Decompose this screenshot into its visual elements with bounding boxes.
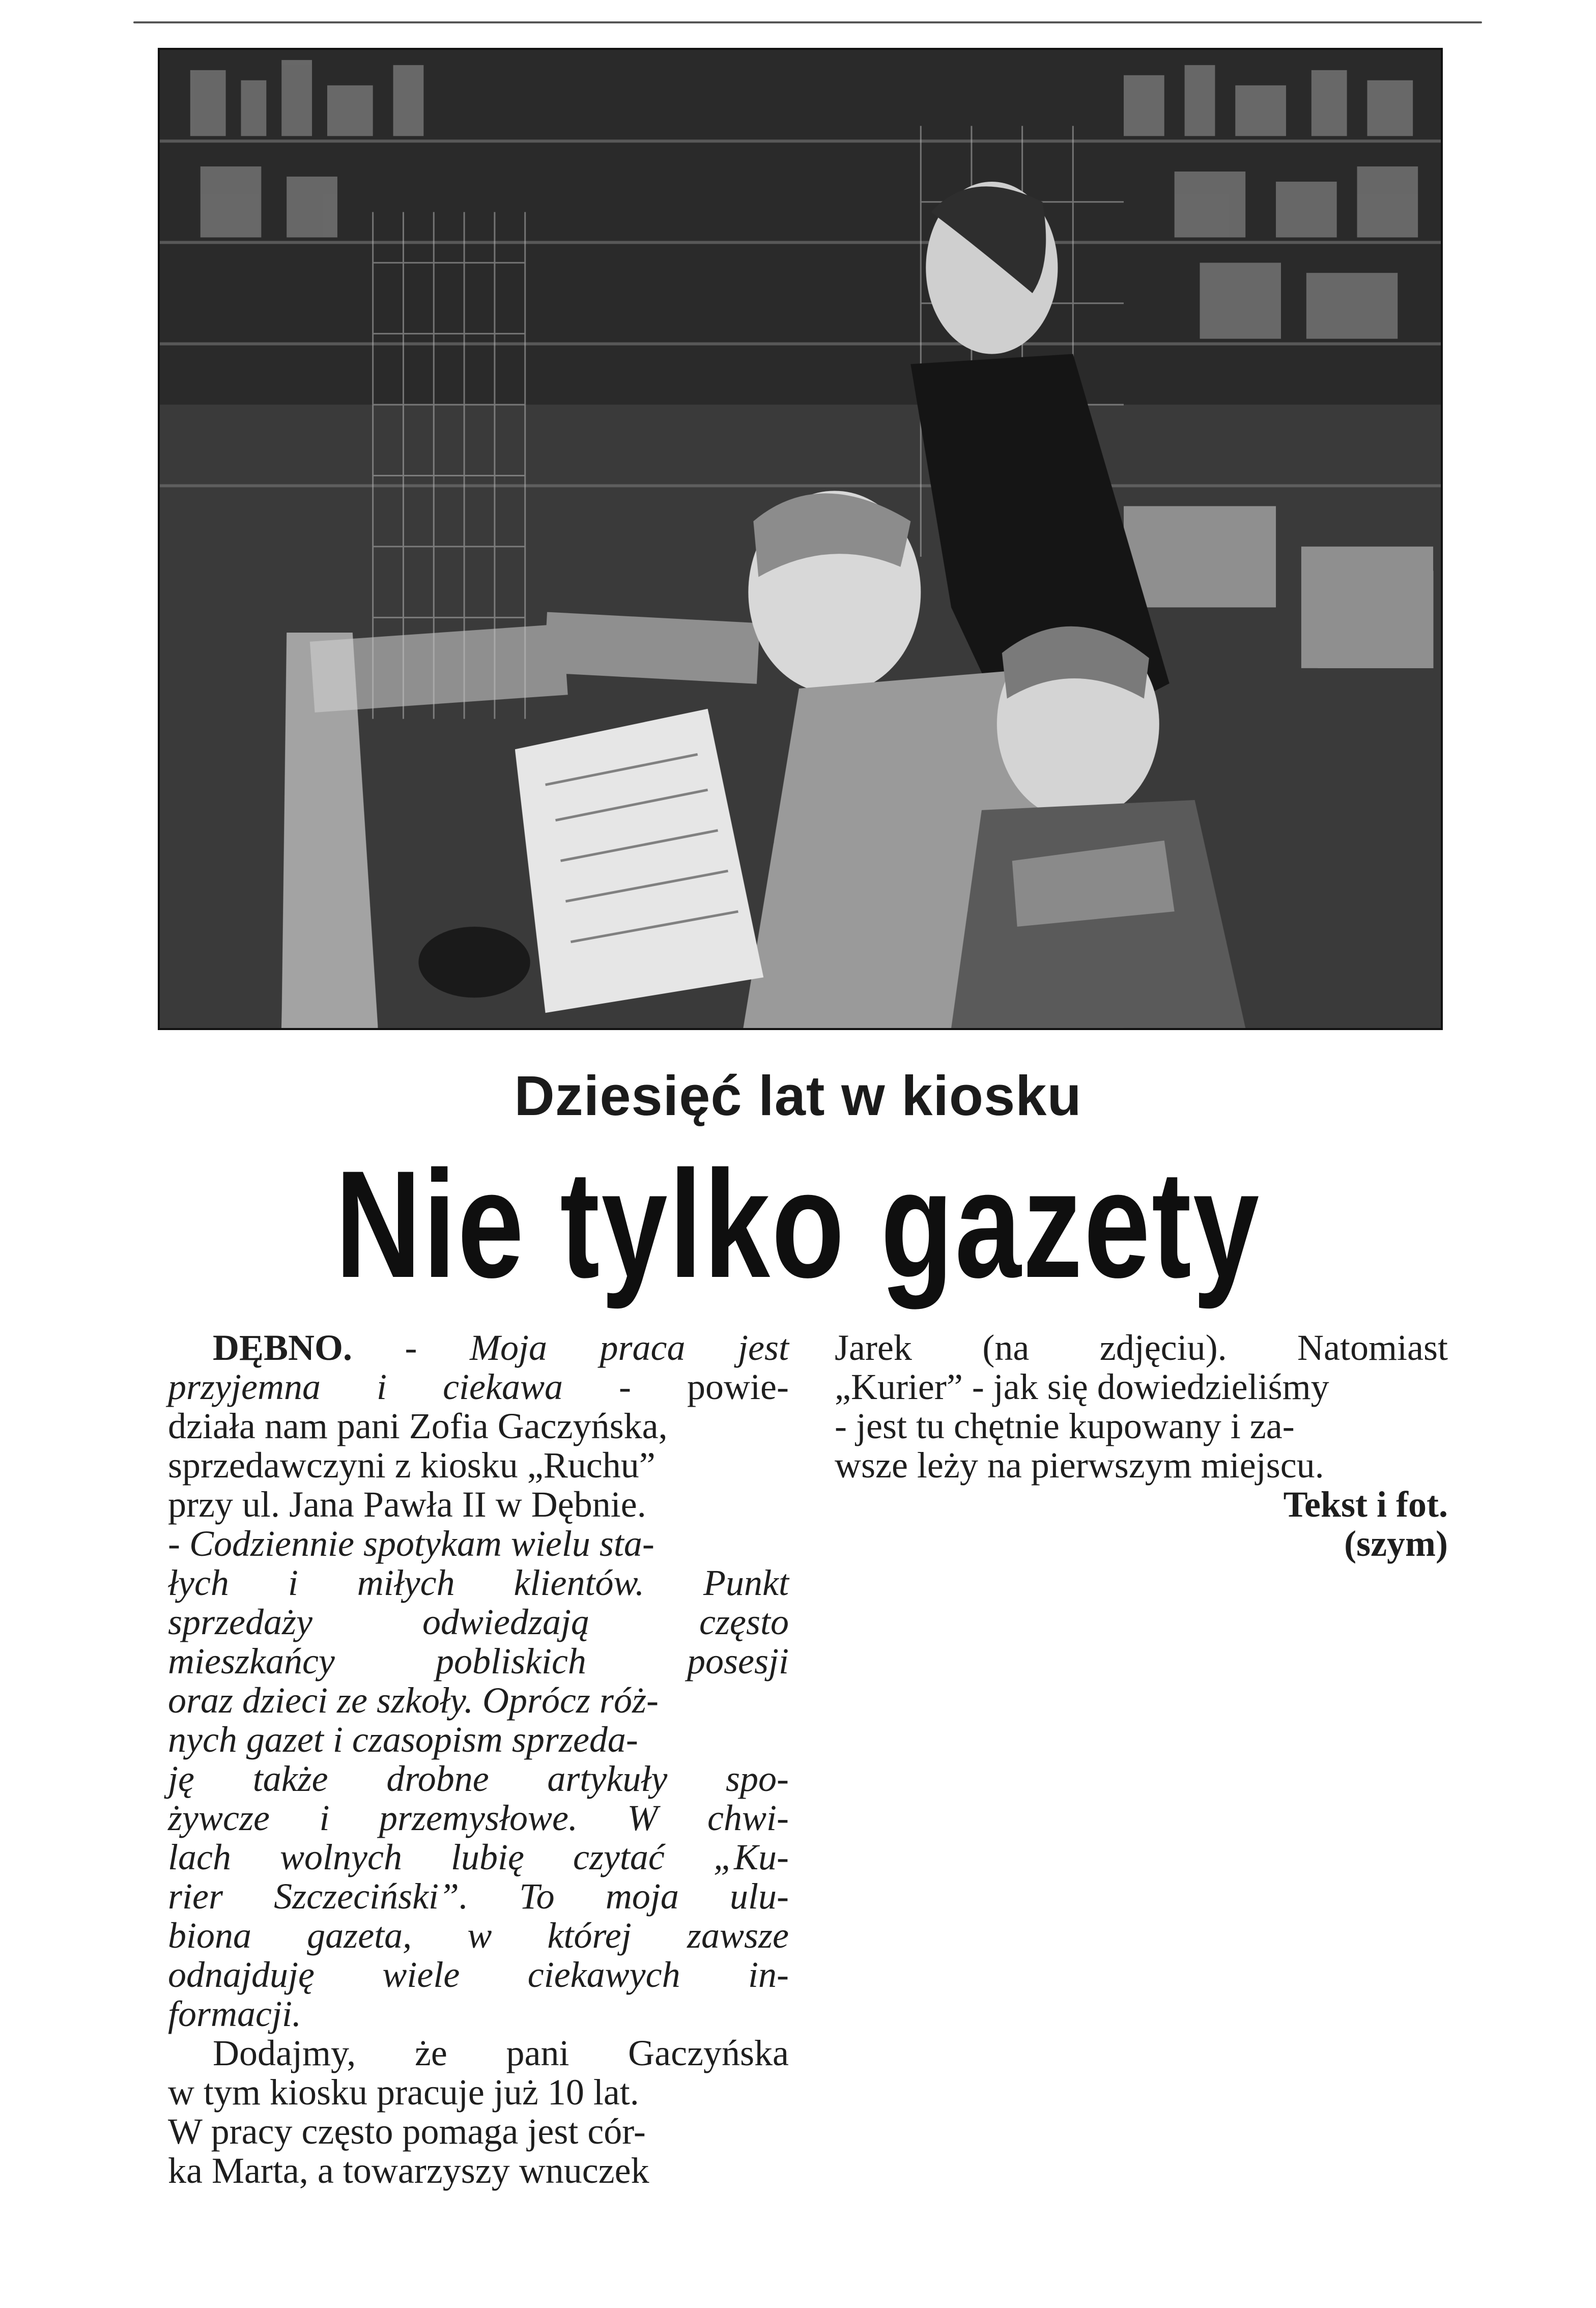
text-line: ję także drobne artykuły spo-	[168, 1758, 789, 1799]
text-line: - jest tu chętnie kupowany i za-	[835, 1406, 1295, 1446]
text-line: sprzedaży odwiedzają często	[168, 1602, 789, 1642]
text-line: przyjemna i ciekawa - powie-	[168, 1366, 789, 1407]
article-headline: Nie tylko gazety	[335, 1138, 1261, 1309]
text-line: lach wolnych lubię czytać „Ku-	[168, 1837, 789, 1877]
text-line: „Kurier” - jak się dowiedzieliśmy	[835, 1366, 1329, 1407]
text-line: odnajduję wiele ciekawych in-	[168, 1954, 789, 1995]
text-line: sprzedawczyni z kiosku „Ruchu”	[168, 1445, 656, 1486]
text-line: łych i miłych klientów. Punkt	[168, 1562, 789, 1603]
text-line: biona gazeta, w której zawsze	[168, 1915, 789, 1956]
text-line: DĘBNO. - Moja praca jest	[213, 1327, 789, 1368]
top-rule	[133, 21, 1482, 23]
article-photo	[158, 48, 1443, 1030]
text-line: mieszkańcy pobliskich posesji	[168, 1641, 789, 1682]
article-column-2	[835, 1328, 1448, 1563]
text-line: Dodajmy, że pani Gaczyńska	[213, 2033, 789, 2073]
text-line: formacji.	[168, 1993, 301, 2034]
article-subtitle: Dziesięć lat w kiosku	[514, 1065, 1082, 1127]
text-line: przy ul. Jana Pawła II w Dębnie.	[168, 1484, 646, 1525]
text-line: w tym kiosku pracuje już 10 lat.	[168, 2072, 639, 2113]
text-line: oraz dzieci ze szkoły. Oprócz róż-	[168, 1680, 659, 1721]
text-line: nych gazet i czasopism sprzeda-	[168, 1719, 638, 1760]
text-line: rier Szczeciński”. To moja ulu-	[168, 1876, 789, 1917]
photo-kiosk-icon	[160, 50, 1441, 1028]
text-line: Jarek (na zdjęciu). Natomiast	[835, 1327, 1448, 1368]
text-line: wsze leży na pierwszym miejscu.	[835, 1445, 1324, 1486]
byline: Tekst i fot.	[1283, 1484, 1448, 1525]
article-column-1	[168, 1328, 789, 2190]
text-line: ka Marta, a towarzyszy wnuczek	[168, 2150, 649, 2191]
text-line: działa nam pani Zofia Gaczyńska,	[168, 1406, 668, 1446]
text-line: żywcze i przemysłowe. W chwi-	[168, 1798, 789, 1838]
text-line: - Codziennie spotykam wielu sta-	[168, 1523, 654, 1564]
text-line: W pracy często pomaga jest cór-	[168, 2111, 646, 2152]
signature: (szym)	[1344, 1523, 1448, 1564]
